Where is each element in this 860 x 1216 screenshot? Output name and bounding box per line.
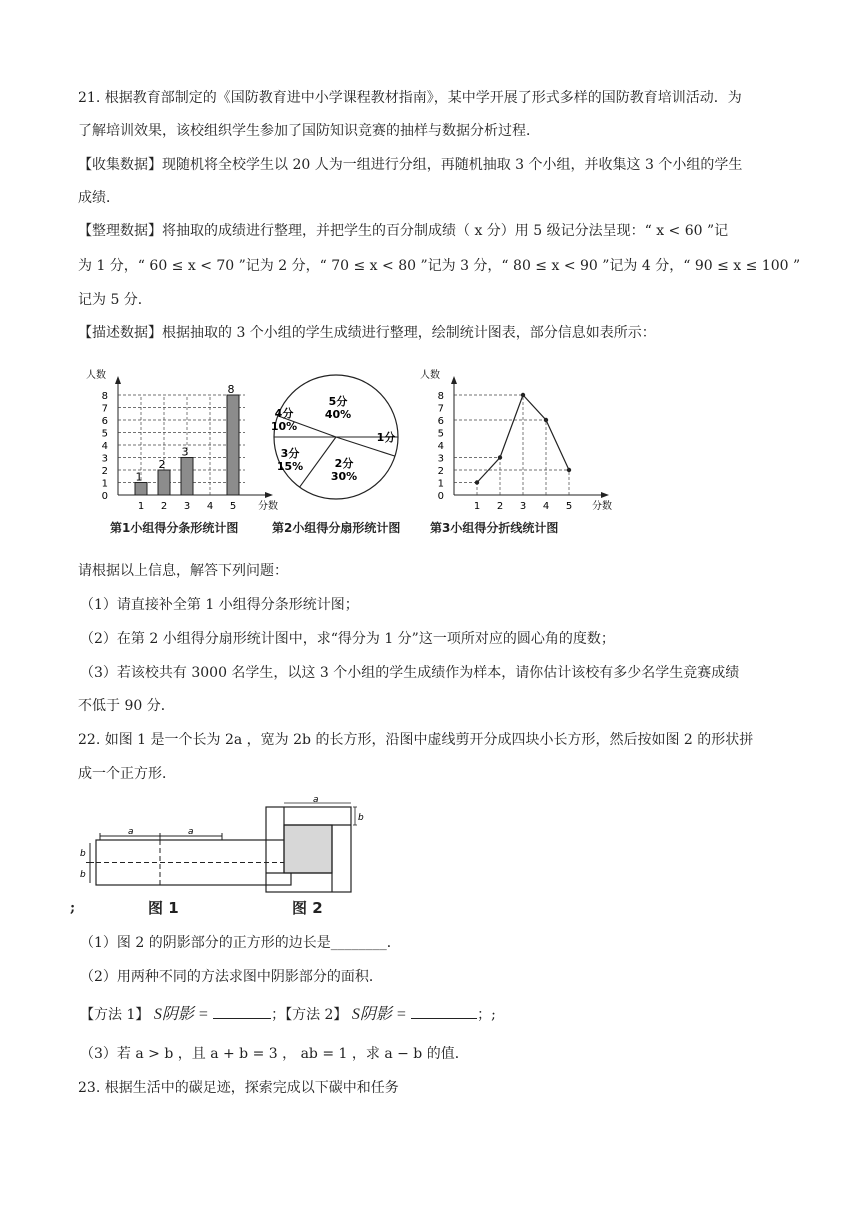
bar-chart-group1 (86, 368, 278, 512)
q21-prompt: 请根据以上信息，解答下列问题： (78, 563, 288, 579)
pie-percent-5: 10% (270, 420, 298, 433)
method1-s-shadow: S阴影 = (153, 1006, 209, 1023)
bar-xtick: 5 (229, 501, 237, 512)
line-ytick: 6 (437, 416, 444, 427)
fig1-caption: 图 1 (148, 899, 179, 917)
bar-xtick: 3 (183, 501, 191, 512)
q22-intro-line2: 成一个正方形． (78, 766, 176, 782)
q22-figures (70, 795, 390, 920)
bar-xtick: 2 (160, 501, 168, 512)
figure1-rectangle (86, 833, 291, 885)
line-point-1 (475, 480, 479, 484)
method2-s-shadow: S阴影 = (351, 1006, 407, 1023)
line-ytick: 3 (437, 453, 444, 465)
bar-ytick: 7 (101, 403, 108, 415)
bar-xtick: 4 (206, 501, 214, 512)
q22-intro-line1: 22. 如图 1 是一个长为 2a ，宽为 2b 的长方形，沿图中虚线剪开分成四块小长方形，然后按如图 2 的形状拼 (78, 732, 754, 748)
method2-blank[interactable] (411, 1004, 477, 1019)
chart1-caption: 第1小组得分条形统计图 (110, 521, 239, 535)
q21-collect-line1: 【收集数据】现随机将全校学生以 20 人为一组进行分组，再随机抽取 3 个小组，并收集这 3 个小组的学生 (78, 157, 743, 173)
pie-label-2: 1分 (376, 431, 396, 444)
line-xtick: 3 (519, 501, 527, 512)
line-ytick: 2 (437, 466, 444, 477)
line-xtick: 5 (565, 501, 573, 512)
fig2-caption: 图 2 (292, 899, 323, 917)
line-ytick: 0 (437, 491, 444, 502)
fig2-label-b: b (358, 813, 364, 823)
q22-methods: 【方法 1】 S阴影 = ；【方法 2】 S阴影 = ；; (80, 1006, 496, 1023)
fig1-label-a1: a (128, 827, 134, 837)
q21-organize-line1: 【整理数据】将抽取的成绩进行整理，并把学生的百分制成绩（ x 分）用 5 级记分法呈现：“ x < 60 ”记 (78, 223, 729, 239)
bar-ytick: 1 (101, 478, 108, 490)
q21-part3-line1: （3）若该校共有 3000 名学生，以这 3 个小组的学生成绩作为样本，请你估计该校有多少名学生竞赛成绩 (80, 665, 740, 681)
bar-ytick: 2 (101, 466, 108, 477)
pie-label-4: 3分 (280, 447, 300, 460)
q21-part1: （1）请直接补全第 1 小组得分条形统计图； (80, 597, 359, 613)
q21-part3-line2: 不低于 90 分． (78, 698, 175, 714)
bar-ytick: 4 (101, 441, 108, 452)
line-ytick: 5 (437, 428, 444, 440)
q21-intro-line1: 21. 根据教育部制定的《国防教育进中小学课程教材指南》，某中学开展了形式多样的国防教育培训活动．为 (78, 90, 742, 106)
line-x-arrow (601, 492, 609, 498)
pie-percent-3: 30% (330, 470, 358, 483)
figure2-square (266, 803, 357, 892)
q22-part1: （1）图 2 的阴影部分的正方形的边长是________． (80, 935, 401, 951)
bar-label-3: 3 (181, 445, 189, 459)
bar-5 (227, 395, 239, 495)
line-ytick: 4 (437, 441, 444, 452)
bar-ytick: 8 (101, 391, 108, 402)
line-chart-group3 (420, 368, 612, 512)
line-point-2 (498, 455, 502, 459)
fig1-label-b2: b (80, 870, 86, 880)
bar-x-arrow (265, 492, 273, 498)
bar-1 (135, 483, 147, 496)
pie-label-1: 5分 (328, 395, 348, 408)
bar-ytick: 0 (101, 491, 108, 502)
q21-collect-line2: 成绩． (78, 190, 120, 206)
pie-percent-1: 40% (324, 408, 352, 421)
pie-chart-group2 (271, 375, 398, 499)
line-xlabel: 分数 (592, 501, 612, 512)
q21-organize-line2: 为 1 分，“ 60 ≤ x < 70 ”记为 2 分，“ 70 ≤ x < 80 ”记为 3 分，“ 80 ≤ x < 90 ”记为 4 分，“ 90 ≤ x ≤ 100 ” (78, 258, 801, 274)
pie-percent-4: 15% (276, 460, 304, 473)
pie-label-5: 4分 (274, 407, 294, 420)
stray-mark: ; (70, 900, 76, 916)
bar-ylabel: 人数 (86, 370, 106, 381)
method1-label: 【方法 1】 (80, 1007, 150, 1023)
line-xtick: 4 (542, 501, 550, 512)
bar-ytick: 6 (101, 416, 108, 427)
bar-xtick: 1 (137, 501, 145, 512)
bar-xlabel: 分数 (258, 501, 278, 512)
line-y-arrow (451, 376, 457, 384)
q21-part2: （2）在第 2 小组得分扇形统计图中，求“得分为 1 分”这一项所对应的圆心角的度数； (80, 631, 615, 647)
chart3-caption: 第3小组得分折线统计图 (430, 521, 559, 535)
q21-describe: 【描述数据】根据抽取的 3 个小组的学生成绩进行整理，绘制统计图表，部分信息如表所示： (78, 325, 656, 341)
q22-part2: （2）用两种不同的方法求图中阴影部分的面积． (80, 969, 383, 985)
fig1-label-a2: a (188, 827, 194, 837)
pie-label-3: 2分 (334, 457, 354, 470)
q21-intro-line2: 了解培训效果，该校组织学生参加了国防知识竞赛的抽样与数据分析过程． (78, 123, 540, 139)
line-point-3 (521, 393, 525, 397)
line-ytick: 8 (437, 391, 444, 402)
line-ytick: 1 (437, 478, 444, 490)
method1-blank[interactable] (213, 1004, 271, 1019)
line-point-5 (567, 468, 571, 472)
bar-label-2: 2 (158, 458, 166, 471)
chart2-caption: 第2小组得分扇形统计图 (272, 521, 401, 535)
fig2-label-a: a (313, 795, 319, 805)
q21-organize-line3: 记为 5 分． (78, 292, 152, 308)
line-xtick: 2 (496, 501, 504, 512)
line-ylabel: 人数 (420, 370, 440, 381)
bar-ytick: 3 (101, 453, 108, 465)
bar-y-arrow (115, 376, 121, 384)
bar-3 (181, 458, 193, 496)
bar-ytick: 5 (101, 428, 108, 440)
bar-label-5: 8 (227, 383, 235, 396)
bar-label-1: 1 (135, 470, 143, 484)
q22-part3: （3）若 a > b ，且 a + b = 3 ， ab = 1 ，求 a − b 的值． (80, 1046, 469, 1062)
fig1-label-b1: b (80, 849, 86, 859)
line-point-4 (544, 418, 548, 422)
line-ytick: 7 (437, 403, 444, 415)
q21-charts (78, 360, 612, 540)
q23-intro: 23. 根据生活中的碳足迹，探索完成以下碳中和任务 (78, 1080, 399, 1096)
method2-label: 【方法 2】 (285, 1007, 348, 1023)
bar-2 (158, 470, 170, 495)
line-xtick: 1 (473, 501, 481, 512)
